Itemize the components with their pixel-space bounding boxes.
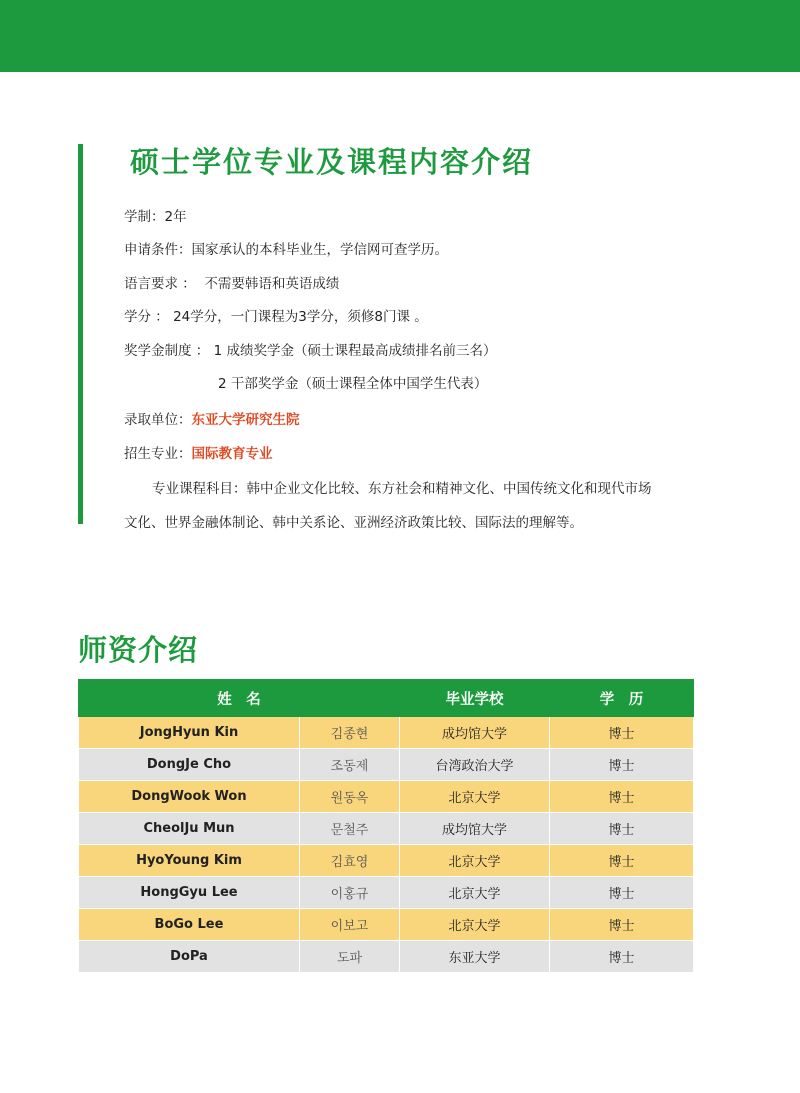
name-ko: 김효영 (300, 845, 400, 877)
header-school: 毕业学校 (400, 680, 550, 717)
name-en: DongWook Won (79, 781, 300, 813)
duration-line (124, 205, 187, 225)
degree-cell: 博士 (550, 717, 694, 749)
name-en: DoPa (79, 941, 300, 973)
name-en: HongGyu Lee (79, 877, 300, 909)
major-line (124, 442, 273, 462)
intro-title: 硕士学位专业及课程内容介绍 (130, 145, 534, 179)
duration-value: 2年 (164, 209, 187, 225)
name-en: DongJe Cho (79, 749, 300, 781)
header-name: 姓 名 (79, 680, 400, 717)
credits-label: 学分 ： (124, 309, 169, 325)
name-ko: 원동옥 (300, 781, 400, 813)
credits-value: 24学分，一门课程为3学分，须修8门课 。 (173, 309, 428, 325)
duration-label: 学制： (124, 209, 165, 225)
table-row (79, 941, 694, 973)
credits-line (124, 305, 428, 325)
name-en: JongHyun Kin (79, 717, 300, 749)
name-en: HyoYoung Kim (79, 845, 300, 877)
requirements-value: 国家承认的本科毕业生，学信网可查学历。 (191, 242, 448, 258)
language-label: 语言要求 ： (124, 276, 196, 292)
scholarship-label: 奖学金制度 ： (124, 343, 210, 359)
major-label: 招生专业： (124, 446, 192, 462)
faculty-title: 师资介绍 (78, 633, 199, 667)
school-cell: 北京大学 (400, 845, 550, 877)
degree-cell: 博士 (550, 845, 694, 877)
admission-label: 录取单位： (124, 412, 192, 428)
courses-line-2: 文化、世界金融体制论、韩中关系论、亚洲经济政策比较、国际法的理解等。 (124, 515, 583, 531)
name-ko: 문철주 (300, 813, 400, 845)
school-cell: 东亚大学 (400, 941, 550, 973)
name-ko: 조동제 (300, 749, 400, 781)
intro-accent-bar (78, 144, 83, 524)
scholarship-item-2: 2 干部奖学金（硕士课程全体中国学生代表） (218, 376, 488, 392)
degree-cell: 博士 (550, 941, 694, 973)
table-row (79, 749, 694, 781)
admission-value: 东亚大学研究生院 (191, 412, 300, 428)
degree-cell: 博士 (550, 813, 694, 845)
major-value: 国际教育专业 (191, 446, 273, 462)
language-value: 不需要韩语和英语成绩 (204, 276, 340, 292)
table-row (79, 877, 694, 909)
language-line (124, 272, 339, 292)
requirements-label: 申请条件： (124, 242, 192, 258)
header-degree: 学 历 (550, 680, 694, 717)
table-row (79, 781, 694, 813)
name-ko: 김종현 (300, 717, 400, 749)
requirements-line (124, 238, 448, 258)
degree-cell: 博士 (550, 877, 694, 909)
degree-cell: 博士 (550, 749, 694, 781)
school-cell: 北京大学 (400, 909, 550, 941)
table-row (79, 717, 694, 749)
table-row (79, 845, 694, 877)
school-cell: 成均馆大学 (400, 717, 550, 749)
scholarship-line (124, 339, 496, 359)
name-en: CheolJu Mun (79, 813, 300, 845)
header-band (0, 0, 800, 72)
degree-cell: 博士 (550, 781, 694, 813)
name-en: BoGo Lee (79, 909, 300, 941)
name-ko: 이홍규 (300, 877, 400, 909)
admission-line (124, 408, 300, 428)
scholarship-item-1: 1 成绩奖学金（硕士课程最高成绩排名前三名） (213, 343, 497, 359)
school-cell: 北京大学 (400, 877, 550, 909)
faculty-header-row (79, 680, 694, 717)
school-cell: 北京大学 (400, 781, 550, 813)
faculty-table (78, 679, 694, 973)
name-ko: 도파 (300, 941, 400, 973)
courses-line-1: 专业课程科目：韩中企业文化比较、东方社会和精神文化、中国传统文化和现代市场 (152, 481, 652, 497)
name-ko: 이보고 (300, 909, 400, 941)
school-cell: 成均馆大学 (400, 813, 550, 845)
table-row (79, 813, 694, 845)
table-row (79, 909, 694, 941)
degree-cell: 博士 (550, 909, 694, 941)
school-cell: 台湾政治大学 (400, 749, 550, 781)
